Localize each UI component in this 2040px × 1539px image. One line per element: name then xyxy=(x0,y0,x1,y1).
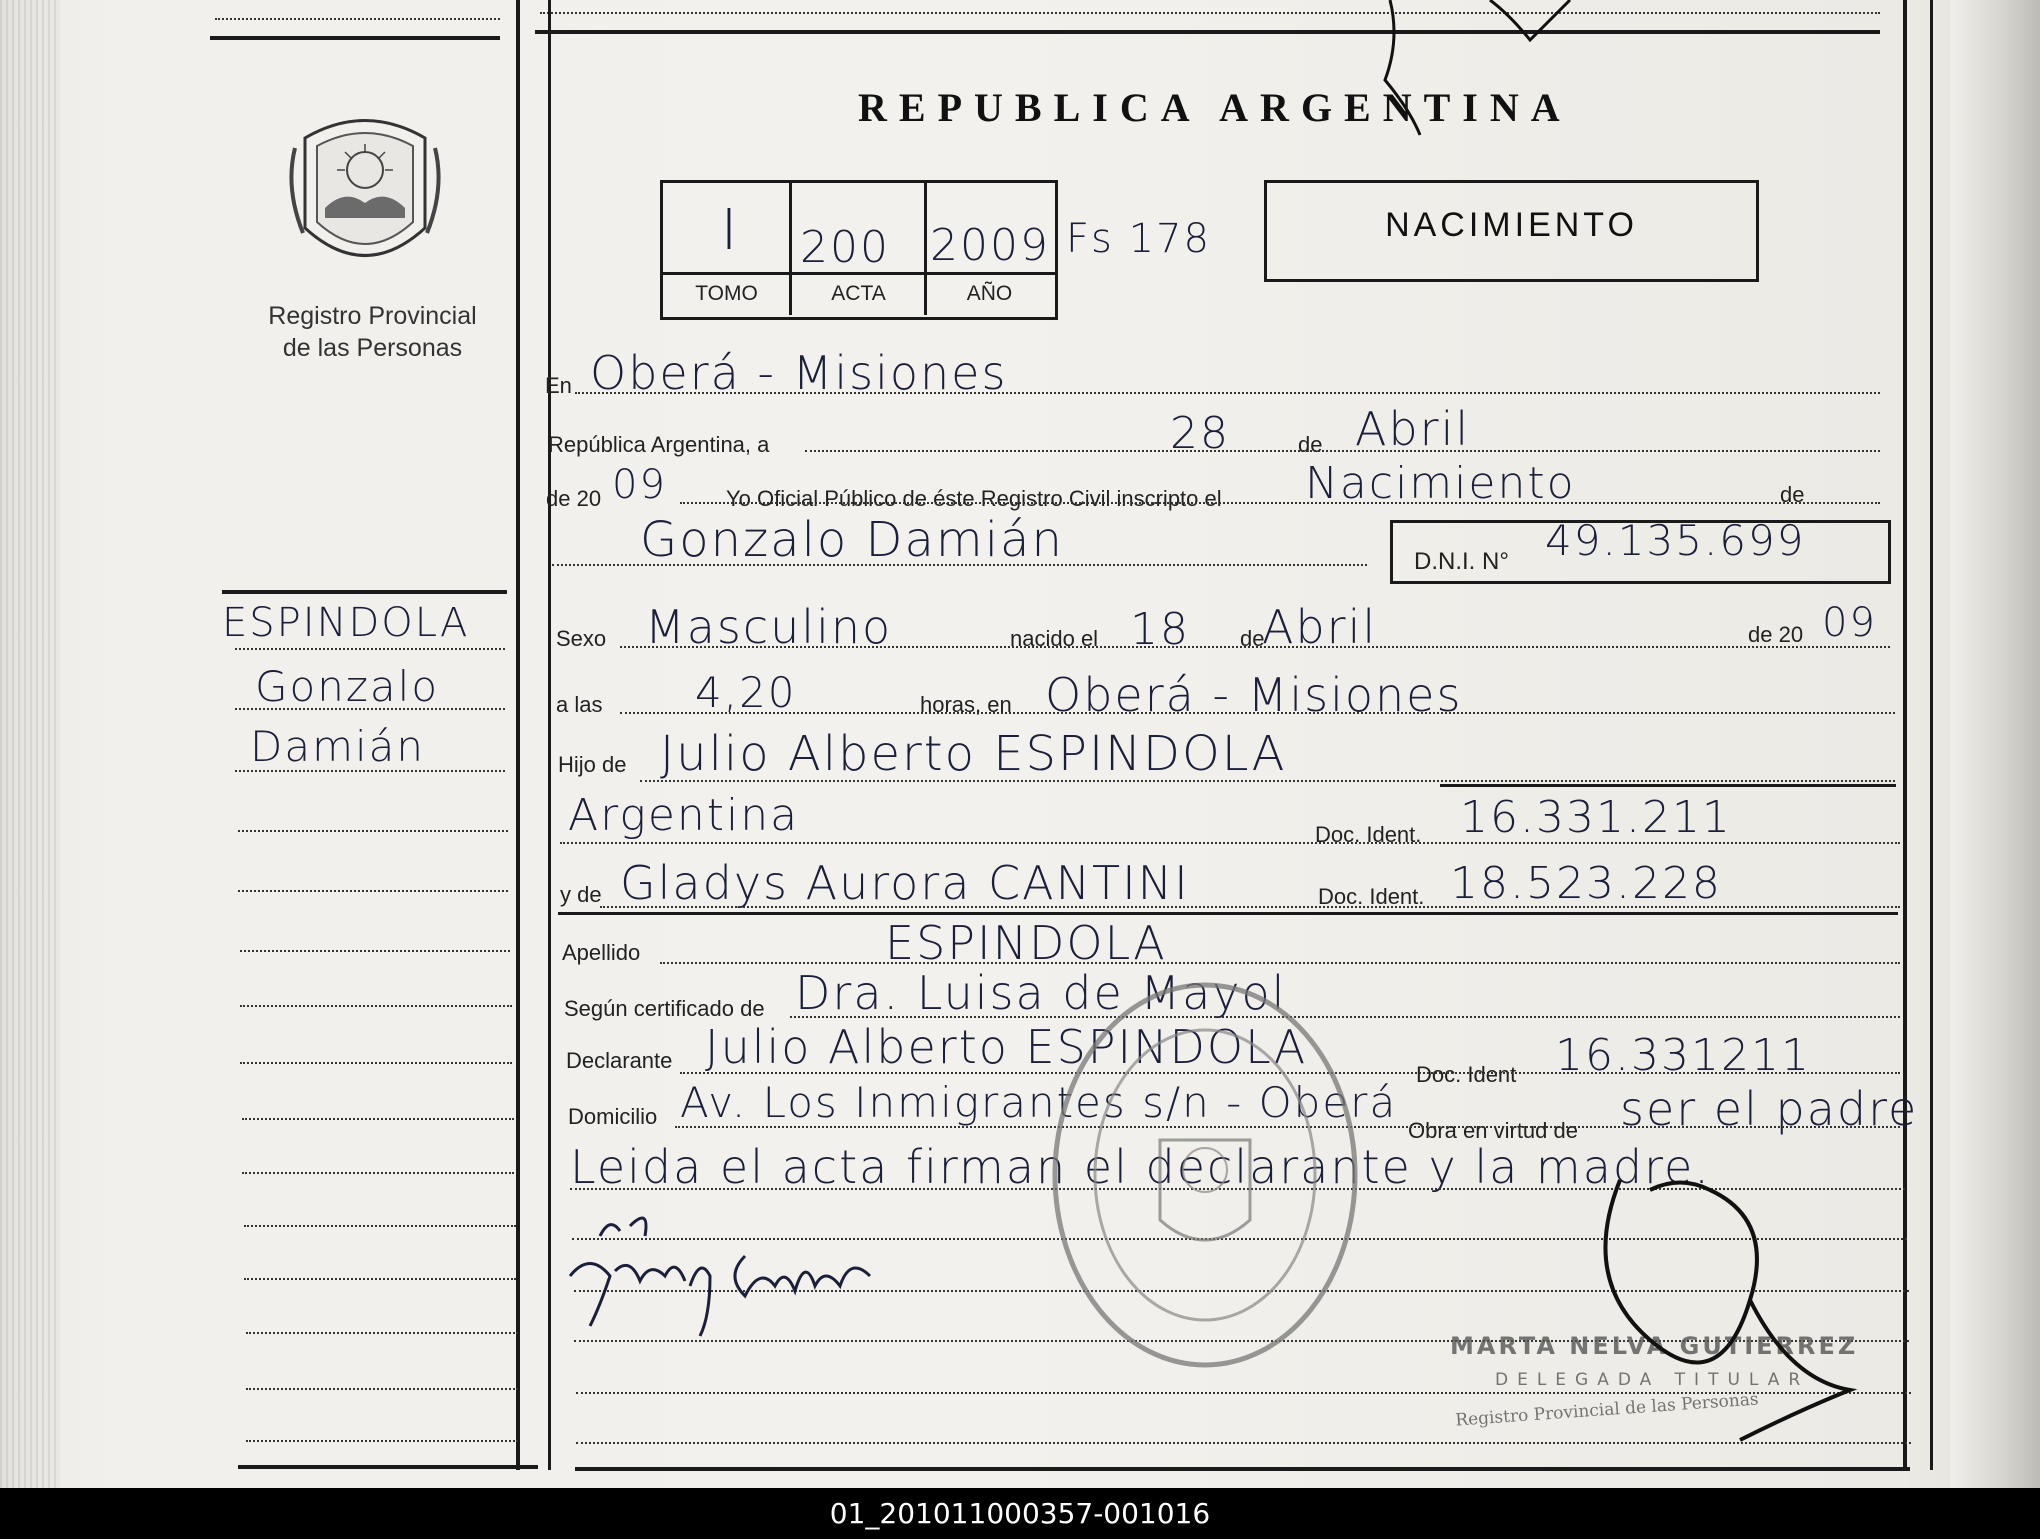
father-name: Julio Alberto ESPINDOLA xyxy=(660,726,1287,782)
obra-label: Obra en virtud de xyxy=(1408,1118,1578,1143)
dotted-line xyxy=(640,780,1895,782)
apellido-label: Apellido xyxy=(562,940,641,965)
top-signature-scribble xyxy=(1370,0,1580,140)
document-title: REPUBLICA ARGENTINA xyxy=(858,85,1572,130)
acta-value: 200 xyxy=(800,222,890,273)
book-right-edge xyxy=(1950,0,2040,1488)
margin-dotted-line xyxy=(235,770,505,772)
margin-dotted-line xyxy=(246,1332,518,1334)
margin-dotted-line xyxy=(240,1005,512,1007)
margin-dotted-line xyxy=(244,1225,516,1227)
dni-value: 49.135.699 xyxy=(1545,516,1806,565)
margin-dotted-line xyxy=(235,708,505,710)
en-label: En xyxy=(545,373,572,398)
nacido-label: nacido el xyxy=(1010,626,1099,651)
frame-vertical-line xyxy=(516,0,520,1470)
delegate-name-stamp: MARTA NELVA GUTIERREZ xyxy=(1450,1332,1859,1360)
margin-dotted-line xyxy=(238,830,508,832)
birth-day: 18 xyxy=(1130,604,1190,655)
birth-year-prefix: de 20 xyxy=(1748,622,1804,647)
margin-dotted-line xyxy=(235,648,505,650)
dotted-line xyxy=(560,842,1900,844)
declarante-doc: 16.331211 xyxy=(1555,1030,1811,1081)
anio-value: 2009 xyxy=(930,220,1050,271)
year-prefix: de 20 xyxy=(546,486,602,511)
dotted-line xyxy=(680,502,1880,504)
margin-dotted-line xyxy=(240,950,510,952)
margin-surname: ESPINDOLA xyxy=(222,600,470,646)
dotted-line xyxy=(215,18,500,20)
anio-label: AÑO xyxy=(966,282,1013,305)
mother-doc: 18.523.228 xyxy=(1450,858,1722,909)
frame-vertical-line xyxy=(548,0,551,1470)
year-suffix: 09 xyxy=(612,462,667,508)
dotted-line xyxy=(540,12,1880,14)
delegate-office-stamp: Registro Provincial de las Personas xyxy=(1454,1389,1760,1431)
margin-dotted-line xyxy=(246,1440,518,1442)
delegate-title-stamp: DELEGADA TITULAR xyxy=(1495,1370,1810,1390)
yde-label: y de xyxy=(560,882,602,907)
horas-label: horas, en xyxy=(920,692,1012,717)
tomo-label: TOMO xyxy=(695,282,758,305)
domicilio-value: Av. Los Inmigrantes s/n - Oberá xyxy=(680,1078,1398,1127)
office-name-line1: Registro Provincial xyxy=(268,302,477,330)
tomo-value: I xyxy=(720,198,740,263)
margin-dotted-line xyxy=(242,1118,514,1120)
sexo-value: Masculino xyxy=(645,600,893,654)
declarante-value: Julio Alberto ESPINDOLA xyxy=(705,1020,1308,1074)
margin-dotted-line xyxy=(242,1172,514,1174)
birth-place: Oberá - Misiones xyxy=(1045,668,1463,722)
domicilio-label: Domicilio xyxy=(568,1104,658,1129)
certificado-label: Según certificado de xyxy=(564,996,765,1021)
republica-label: República Argentina, a xyxy=(548,432,770,457)
birth-year-suffix: 09 xyxy=(1822,600,1877,646)
rule-line xyxy=(238,1465,538,1469)
frame-vertical-line xyxy=(1930,0,1933,1470)
alas-label: a las xyxy=(556,692,603,717)
sexo-label: Sexo xyxy=(556,626,607,651)
folio-note: Fs 178 xyxy=(1066,216,1211,262)
father-doc: 16.331.211 xyxy=(1460,792,1732,843)
doc-ident-label-2: Doc. Ident. xyxy=(1318,884,1425,909)
obra-value: ser el padre xyxy=(1620,1082,1919,1136)
margin-name-2: Damián xyxy=(250,722,426,771)
doc-ident-label: Doc. Ident. xyxy=(1315,822,1422,847)
official-signature-image xyxy=(1590,1080,1890,1450)
de-label: de xyxy=(1298,432,1323,457)
de-label-3: de xyxy=(1240,626,1265,651)
acta-label: ACTA xyxy=(831,282,886,305)
inscripto-value: Nacimiento xyxy=(1305,458,1576,509)
month-value: Abril xyxy=(1355,402,1471,456)
margin-dotted-line xyxy=(240,1062,512,1064)
dotted-line xyxy=(805,450,1880,452)
dotted-line xyxy=(620,646,1890,648)
mother-name: Gladys Aurora CANTINI xyxy=(620,856,1190,910)
dni-label: D.N.I. N° xyxy=(1414,548,1509,575)
frame-vertical-line xyxy=(1903,0,1907,1470)
dotted-line xyxy=(600,906,1900,908)
birth-month: Abril xyxy=(1262,600,1378,654)
apellido-value: ESPINDOLA xyxy=(885,916,1167,970)
rule-line xyxy=(210,36,500,40)
en-value: Oberá - Misiones xyxy=(590,346,1008,400)
certificado-value: Dra. Luisa de Mayol xyxy=(795,966,1287,1020)
office-name-line2: de las Personas xyxy=(282,334,463,362)
rule-line xyxy=(575,1467,1910,1471)
mother-signature-image xyxy=(560,1196,900,1346)
rule-line xyxy=(535,30,1880,34)
declarante-label: Declarante xyxy=(566,1048,673,1073)
rule-line xyxy=(222,590,507,594)
rule-line xyxy=(558,912,1898,915)
book-page-edges xyxy=(0,0,60,1488)
doc-ident-label-3: Doc. Ident xyxy=(1416,1062,1517,1087)
hijo-label: Hijo de xyxy=(558,752,627,777)
record-type: NACIMIENTO xyxy=(1385,206,1638,244)
dotted-line xyxy=(575,392,1880,394)
lectura-line: Leida el acta firman el declarante y la madre. xyxy=(570,1140,1711,1194)
de-label-2: de xyxy=(1780,482,1805,507)
margin-dotted-line xyxy=(238,890,508,892)
rule-line xyxy=(1440,784,1896,787)
official-seal-stamp xyxy=(1040,970,1370,1380)
child-name: Gonzalo Damián xyxy=(640,512,1064,568)
image-caption: 01_201011000357-001016 xyxy=(0,1488,2040,1539)
margin-dotted-line xyxy=(244,1278,516,1280)
margin-dotted-line xyxy=(246,1388,518,1390)
provincial-seal-icon xyxy=(285,108,445,278)
dotted-line xyxy=(620,712,1895,714)
father-nationality: Argentina xyxy=(568,790,800,841)
dotted-line xyxy=(660,962,1900,964)
oficial-label: Yo Oficial Público de éste Registro Civil inscripto el xyxy=(726,486,1222,511)
day-value: 28 xyxy=(1170,408,1230,459)
hour-value: 4,20 xyxy=(695,668,797,717)
dotted-line xyxy=(552,564,1367,566)
margin-name-1: Gonzalo xyxy=(255,662,440,711)
